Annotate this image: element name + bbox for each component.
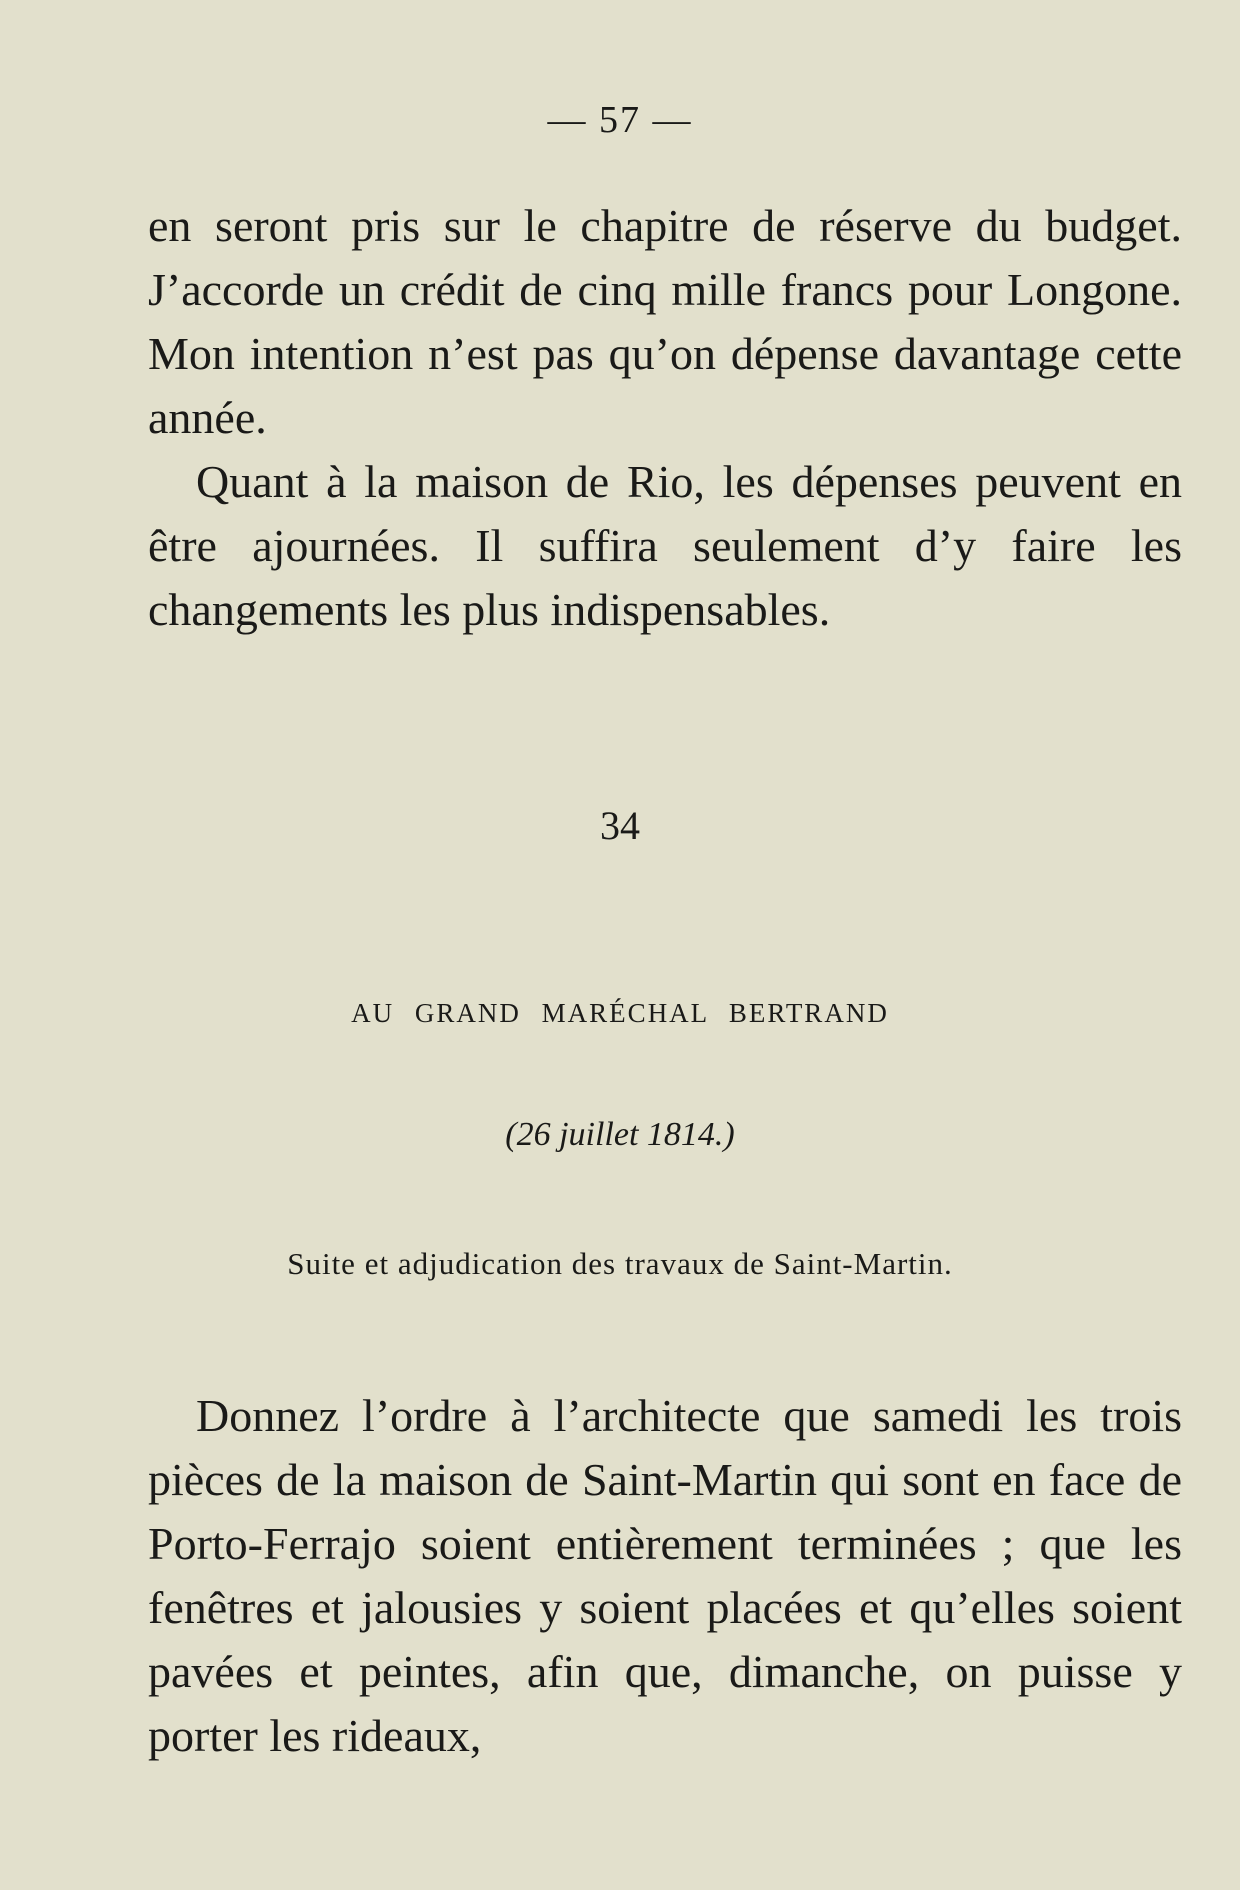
continued-text [148, 194, 1182, 642]
letter-body [148, 1384, 1182, 1768]
letter-number: 34 [600, 803, 640, 848]
paragraph: Quant à la maison de Rio, les dépenses peuvent en être ajournées. Il suffira seulement d’y faire les changements les plus indispensables. [148, 456, 1182, 635]
page-number: — 57 — [547, 99, 693, 141]
paragraph: Donnez l’ordre à l’architecte que samedi les trois pièces de la maison de Saint-Martin qui sont en face de Porto-Ferrajo soient entièrement terminées ; que les fenêtres et jalousies y soient placées et qu’elles soient pavées et peintes, afin que, dimanche, on puisse y porter les rideaux, [148, 1390, 1182, 1761]
paragraph: en seront pris sur le chapitre de réserve du budget. J’accorde un crédit de cinq mille francs pour Longone. Mon intention n’est pas qu’on dépense davantage cette année. [148, 200, 1182, 443]
letter-recipient: AU GRAND MARÉCHAL BERTRAND [351, 998, 889, 1028]
letter-summary: Suite et adjudication des travaux de Saint-Martin. [287, 1246, 953, 1281]
letter-date: (26 juillet 1814.) [505, 1116, 735, 1153]
